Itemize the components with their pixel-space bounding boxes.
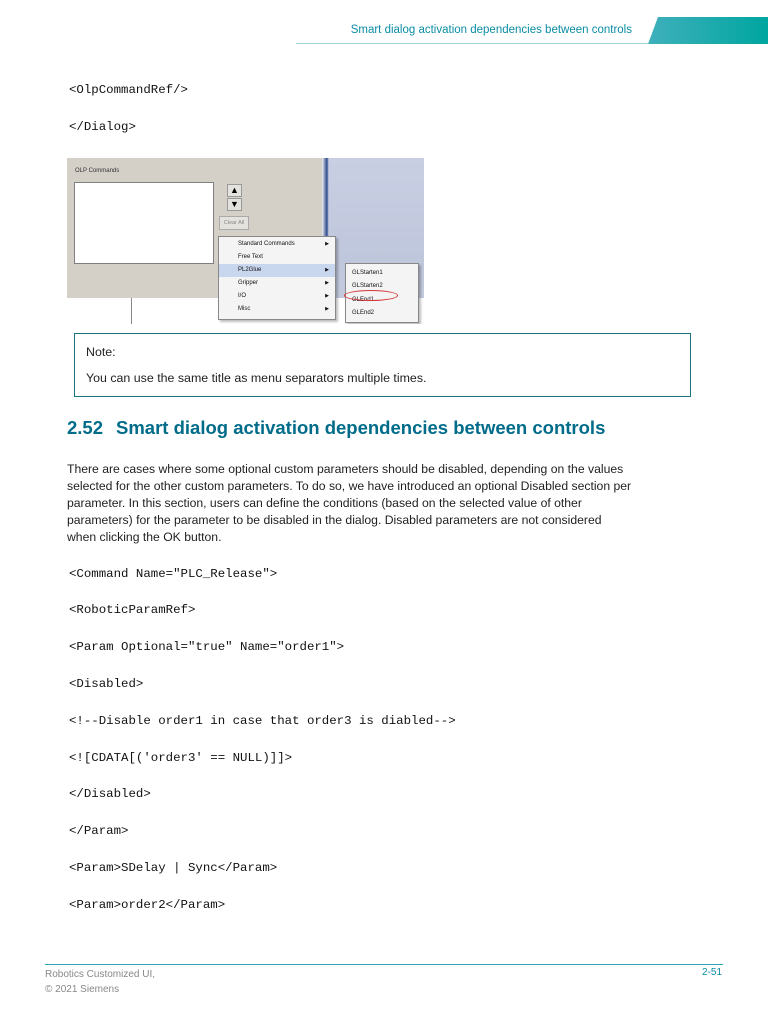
submenu-item: GLStarten2 [352, 283, 383, 289]
code-line: <OlpCommandRef/> [69, 83, 188, 97]
menu-item-label: I/O [238, 293, 247, 299]
code-line: </Disabled> [69, 787, 151, 801]
submenu-item: GLEnd1 [352, 297, 375, 303]
screenshot-divider [131, 298, 132, 324]
code-line: <![CDATA[('order3' == NULL)]]> [69, 751, 293, 765]
menu-item-label: Misc [238, 306, 251, 312]
menu-item-io [219, 290, 335, 303]
submenu-arrow-icon: ▶ [325, 306, 329, 312]
olp-commands-label: OLP Commands [75, 168, 120, 174]
menu-item-label: Standard Commands [238, 241, 295, 247]
menu-item-free-text [219, 251, 335, 264]
section-number: 2.52 [67, 417, 104, 438]
menu-item-pl2glue [219, 264, 335, 277]
note-title: Note: [86, 345, 116, 359]
clear-all-button: Clear All [219, 216, 249, 230]
code-line: <Param>order2</Param> [69, 898, 226, 912]
menu-item-label: Gripper [238, 280, 259, 286]
submenu-arrow-icon: ▶ [325, 241, 329, 247]
code-line: <Param>SDelay | Sync</Param> [69, 861, 278, 875]
submenu-arrow-icon: ▶ [325, 267, 329, 273]
footer-rule [45, 964, 723, 965]
body-paragraph [67, 461, 707, 546]
paragraph-line: There are cases where some optional custom parameters should be disabled, depending on the values [67, 462, 624, 476]
red-highlight-ellipse [344, 290, 398, 301]
section-title: Smart dialog activation dependencies between controls [116, 417, 606, 438]
note-text: You can use the same title as menu separators multiple times. [86, 371, 427, 385]
menu-item-label: Free Text [238, 254, 263, 260]
code-line: </Param> [69, 824, 129, 838]
code-line: <Command Name="PLC_Release"> [69, 567, 278, 581]
submenu-arrow-icon: ▶ [325, 280, 329, 286]
menu-item-gripper [219, 277, 335, 290]
code-line: </Dialog> [69, 120, 136, 134]
menu-item-standard-commands [219, 238, 335, 251]
header-accent-band [648, 17, 768, 44]
page-number: 2-51 [701, 967, 722, 978]
submenu-item: GLStarten1 [352, 270, 383, 276]
submenu-arrow-icon: ▶ [325, 293, 329, 299]
note-box [74, 333, 691, 397]
footer-copyright: © 2021 Siemens [45, 984, 120, 995]
code-line: <RoboticParamRef> [69, 603, 196, 617]
code-line: <Disabled> [69, 677, 144, 691]
paragraph-line: parameter. In this section, users can define the conditions (based on the selected value of other [67, 496, 582, 510]
context-menu [218, 236, 336, 320]
menu-item-misc [219, 303, 335, 316]
code-line: <Param Optional="true" Name="order1"> [69, 640, 345, 654]
paragraph-line: when clicking the OK button. [67, 530, 222, 544]
dialog-screenshot [67, 158, 424, 324]
move-up-icon: ▲ [227, 184, 242, 197]
paragraph-line: selected for the other custom parameters. To do so, we have introduced an optional Disabled section per [67, 479, 632, 493]
paragraph-line: parameters) for the parameter to be disabled in the dialog. Disabled parameters are not considered [67, 513, 602, 527]
footer-doc-title: Robotics Customized UI, [45, 969, 156, 980]
move-down-icon: ▼ [227, 198, 242, 211]
footer-left [45, 967, 155, 997]
submenu-item: GLEnd2 [352, 310, 375, 316]
olp-commands-listbox [74, 182, 214, 264]
header-rule [296, 43, 648, 44]
code-line: <!--Disable order1 in case that order3 is diabled--> [69, 714, 456, 728]
menu-item-label: PL2Glue [238, 267, 262, 273]
section-heading [67, 417, 605, 439]
running-header-title: Smart dialog activation dependencies between controls [350, 24, 632, 36]
